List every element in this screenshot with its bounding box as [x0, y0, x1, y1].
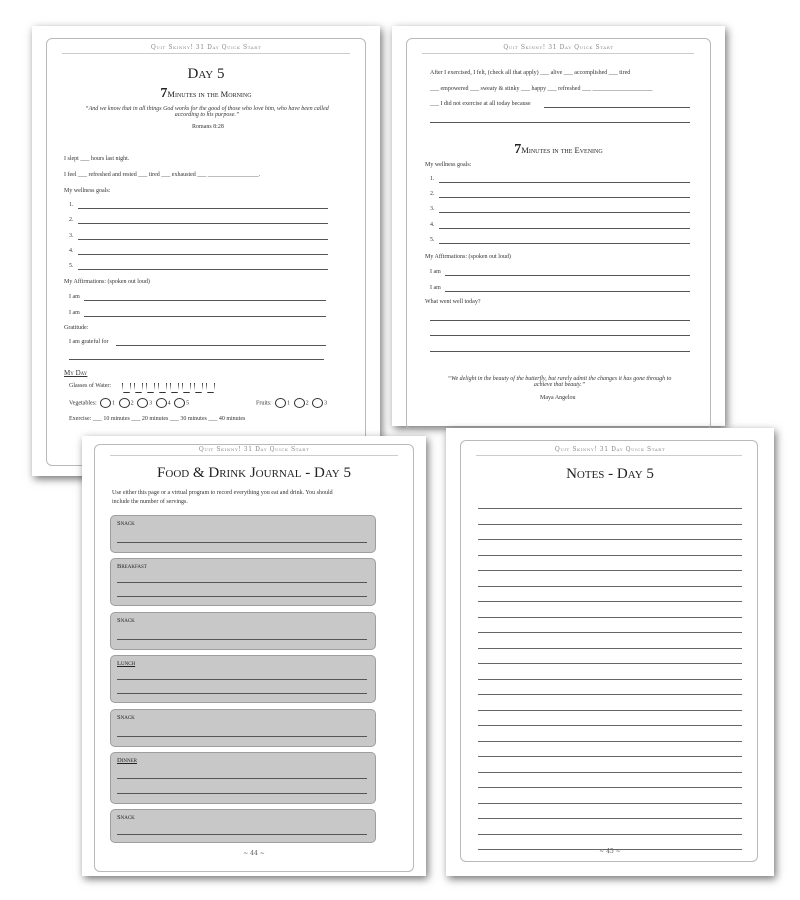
no-exercise-line: ___ I did not exercise at all today because: [430, 101, 531, 107]
goal-line[interactable]: [439, 182, 690, 183]
section-number: 7: [514, 142, 522, 157]
meal-label: Dinner: [117, 757, 137, 764]
vegetable-count: 2: [130, 400, 134, 407]
notes-line[interactable]: [478, 648, 742, 649]
goal-number: 4.: [69, 248, 74, 254]
intro-text: include the number of servings.: [112, 499, 188, 505]
goal-number: 3.: [69, 233, 74, 239]
notes-line[interactable]: [478, 663, 742, 664]
section-title: Minutes in the Evening: [521, 145, 603, 155]
notes-line[interactable]: [478, 617, 742, 618]
goal-line[interactable]: [439, 228, 690, 229]
section-heading-morning: [32, 84, 380, 102]
notes-line[interactable]: [478, 694, 742, 695]
notes-line[interactable]: [478, 834, 742, 835]
goal-number: 2.: [69, 217, 74, 223]
gratitude-label: Gratitude:: [64, 325, 89, 331]
goal-number: 5.: [69, 263, 74, 269]
i-am-label: I am: [69, 310, 80, 316]
fruit-icon[interactable]: [294, 398, 305, 408]
vegetable-icon[interactable]: [100, 398, 111, 408]
page-day5-morning: [32, 26, 380, 476]
page-title: Day 5: [187, 66, 225, 82]
affirmation-line[interactable]: [84, 300, 326, 301]
header-rule: [110, 455, 398, 456]
notes-line[interactable]: [478, 679, 742, 680]
notes-line[interactable]: [478, 756, 742, 757]
affirmation-line[interactable]: [84, 316, 326, 317]
notes-line[interactable]: [478, 710, 742, 711]
meal-line[interactable]: [117, 834, 367, 835]
goal-line[interactable]: [439, 212, 690, 213]
notes-line[interactable]: [478, 601, 742, 602]
meal-line[interactable]: [117, 793, 367, 794]
scripture-quote: “And we know that in all things God works for the good of those who love him, who have been called according to his purpose.”: [85, 106, 329, 118]
i-am-label: I am: [430, 285, 441, 291]
water-label: Glasses of Water:: [69, 383, 112, 389]
goal-number: 1.: [69, 202, 74, 208]
page-food-journal: [82, 436, 426, 876]
affirmation-line[interactable]: [445, 291, 690, 292]
vegetable-count: 4: [167, 400, 171, 407]
after-exercise-line: After I exercised, I felt, (check all that apply) ___ alive ___ accomplished ___ tired: [430, 70, 631, 76]
vegetable-count: 5: [186, 400, 190, 407]
goal-line[interactable]: [439, 243, 690, 244]
page-title: Food & Drink Journal - Day 5: [157, 465, 351, 481]
meal-box-snack[interactable]: [110, 612, 376, 650]
fruits-label: Fruits:: [256, 400, 272, 407]
goal-number: 1.: [430, 176, 435, 182]
meal-box-lunch[interactable]: [110, 655, 376, 703]
vegetable-icon[interactable]: [156, 398, 167, 408]
notes-line[interactable]: [478, 555, 742, 556]
water-glass-icon[interactable]: [122, 383, 131, 393]
page-day5-evening: [392, 26, 725, 426]
notes-line[interactable]: [478, 803, 742, 804]
meal-box-dinner[interactable]: [110, 752, 376, 804]
quote-author: Maya Angelou: [540, 395, 576, 401]
meal-line[interactable]: [117, 679, 367, 680]
water-glass-icon[interactable]: [146, 383, 155, 393]
fruit-count: 1: [287, 400, 291, 407]
notes-line[interactable]: [478, 818, 742, 819]
meal-label: Snack: [117, 617, 135, 624]
notes-line[interactable]: [478, 508, 742, 509]
gratitude-line[interactable]: [116, 345, 326, 346]
goal-number: 4.: [430, 222, 435, 228]
notes-line[interactable]: [478, 632, 742, 633]
wellness-goals-label: My wellness goals:: [425, 162, 472, 168]
fruit-count: 2: [305, 400, 309, 407]
section-title: Minutes in the Morning: [167, 89, 252, 99]
header-rule: [62, 53, 350, 54]
water-glass-icon[interactable]: [194, 383, 203, 393]
exercise-line: Exercise: ___ 10 minutes ___ 20 minutes ___ 30 minutes ___ 40 minutes: [69, 416, 246, 422]
meal-line[interactable]: [117, 542, 367, 543]
no-exercise-answer-line[interactable]: [430, 122, 690, 123]
fruits-row: [256, 398, 327, 408]
went-well-line[interactable]: [430, 320, 690, 321]
goal-number: 3.: [430, 206, 435, 212]
vegetable-icon[interactable]: [137, 398, 148, 408]
vegetables-label: Vegetables:: [69, 400, 97, 407]
goal-line[interactable]: [78, 239, 328, 240]
meal-label: Breakfast: [117, 563, 147, 570]
meal-box-breakfast[interactable]: [110, 558, 376, 606]
meal-line[interactable]: [117, 582, 367, 583]
notes-line[interactable]: [478, 787, 742, 788]
meal-label: Snack: [117, 714, 135, 721]
goal-line[interactable]: [78, 254, 328, 255]
notes-line[interactable]: [478, 741, 742, 742]
page-number: ~ 44 ~: [243, 850, 265, 857]
meal-line[interactable]: [117, 596, 367, 597]
goal-line[interactable]: [439, 197, 690, 198]
page-notes: [446, 428, 774, 876]
fruit-icon[interactable]: [275, 398, 286, 408]
page-frame: [406, 38, 711, 430]
wellness-goals-label: My wellness goals:: [64, 188, 111, 194]
meal-label: Snack: [117, 520, 135, 527]
affirmation-line[interactable]: [445, 275, 690, 276]
feel-line: I feel ___ refreshed and rested ___ tired ___ exhausted ___ _________________.: [64, 172, 261, 178]
quote-reference: Romans 8:28: [192, 124, 224, 130]
affirmations-label: My Affirmations: (spoken out loud): [64, 279, 150, 285]
goal-line[interactable]: [78, 223, 328, 224]
vegetable-count: 1: [112, 400, 116, 407]
vegetable-count: 3: [149, 400, 153, 407]
meal-label: Lunch: [117, 660, 136, 667]
goal-line[interactable]: [78, 269, 328, 270]
notes-line[interactable]: [478, 570, 742, 571]
meal-line[interactable]: [117, 693, 367, 694]
vegetable-icon[interactable]: [174, 398, 185, 408]
running-header: Quit Skinny! 31 Day Quick Start: [503, 44, 614, 51]
vegetable-icon[interactable]: [119, 398, 130, 408]
meal-line[interactable]: [117, 778, 367, 779]
affirmations-label: My Affirmations: (spoken out loud): [425, 254, 511, 260]
fruit-icon[interactable]: [312, 398, 323, 408]
water-glass-icon[interactable]: [182, 383, 191, 393]
i-am-label: I am: [69, 294, 80, 300]
water-glass-icon[interactable]: [134, 383, 143, 393]
grateful-label: I am grateful for: [69, 339, 109, 345]
water-glass-icon[interactable]: [170, 383, 179, 393]
water-glass-icon[interactable]: [206, 383, 215, 393]
meal-box-snack[interactable]: [110, 709, 376, 747]
gratitude-line[interactable]: [69, 359, 324, 360]
no-exercise-answer-line[interactable]: [544, 107, 690, 108]
meal-line[interactable]: [117, 736, 367, 737]
notes-line[interactable]: [478, 539, 742, 540]
page-title: Notes - Day 5: [566, 466, 654, 482]
went-well-line[interactable]: [430, 351, 690, 352]
running-header: Quit Skinny! 31 Day Quick Start: [150, 44, 262, 51]
page-number: ~ 45 ~: [599, 848, 621, 855]
water-glasses: [122, 378, 218, 397]
section-number: 7: [160, 86, 168, 101]
notes-line[interactable]: [478, 772, 742, 773]
running-header: Quit Skinny! 31 Day Quick Start: [554, 446, 666, 453]
notes-lines: [446, 428, 774, 876]
header-rule: [422, 53, 694, 54]
meal-box-snack[interactable]: [110, 809, 376, 843]
meal-line[interactable]: [117, 639, 367, 640]
running-header: Quit Skinny! 31 Day Quick Start: [198, 446, 310, 453]
my-day-heading: My Day: [64, 369, 88, 377]
section-heading-evening: [392, 140, 725, 158]
notes-line[interactable]: [478, 524, 742, 525]
meal-label: Snack: [117, 814, 135, 821]
goal-number: 5.: [430, 237, 435, 243]
after-exercise-line-2: ___ empowered ___ sweaty & stinky ___ happy ___ refreshed ___ ____________________: [430, 86, 653, 92]
went-well-line[interactable]: [430, 335, 690, 336]
intro-text: Use either this page or a virtual program to record everything you eat and drink. You should: [112, 490, 333, 496]
i-am-label: I am: [430, 269, 441, 275]
fruit-count: 3: [324, 400, 328, 407]
goal-number: 2.: [430, 191, 435, 197]
closing-quote: “We delight in the beauty of the butterfly, but rarely admit the changes it has gone through to achieve that beauty.”: [447, 376, 672, 388]
notes-line[interactable]: [478, 586, 742, 587]
meal-box-snack[interactable]: [110, 515, 376, 553]
vegetables-row: [69, 398, 189, 408]
goal-line[interactable]: [78, 208, 328, 209]
sleep-line: I slept ___ hours last night.: [64, 156, 130, 162]
notes-line[interactable]: [478, 725, 742, 726]
went-well-label: What went well today?: [425, 299, 481, 305]
water-glass-icon[interactable]: [158, 383, 167, 393]
